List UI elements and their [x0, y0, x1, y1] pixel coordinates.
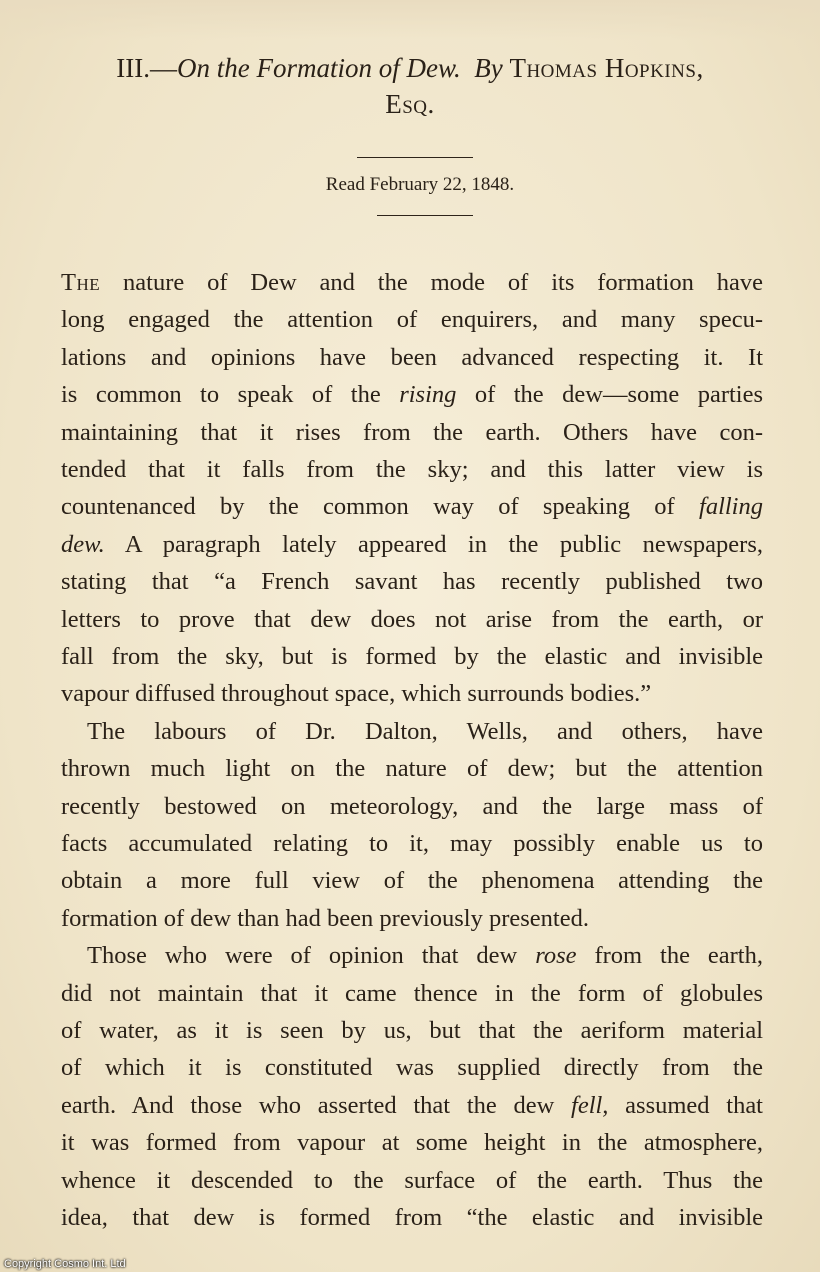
text-line [61, 679, 763, 709]
text-run: tended that it falls from the sky; and this latter view is [61, 456, 763, 483]
text-run: whence it descended to the surface of the earth. Thus the [61, 1166, 763, 1194]
text-run: formation of dew than had been previously presented. [61, 904, 589, 932]
text-line [61, 530, 763, 560]
text-run: stating that “a French savant has recently published two [61, 568, 763, 596]
text-run: letters to prove that dew does not arise from the earth, or [61, 605, 763, 633]
text-line [61, 866, 763, 896]
author-name: Thomas Hopkins, [509, 53, 704, 83]
text-run: fall from the sky, but is formed by the elastic and invisible [61, 643, 763, 670]
text-run: it was formed from vapour at some height in the atmosphere, [61, 1129, 763, 1157]
text-run: earth. And those who asserted that the dew [61, 1091, 572, 1119]
text-run: A paragraph lately appeared in the public newspapers, [104, 530, 763, 558]
text-run: is common to speak of the [61, 381, 400, 409]
text-line [61, 1016, 763, 1046]
text-line [61, 754, 763, 784]
text-run: lations and opinions have been advanced respecting it. It [61, 343, 763, 371]
italic-run: dew. [61, 530, 105, 558]
article-heading [40, 50, 780, 122]
italic-run: falling [699, 493, 763, 521]
text-line [61, 380, 763, 410]
text-line [61, 792, 763, 822]
text-line [61, 642, 763, 672]
copyright-watermark: Copyright Cosmo Int. Ltd [4, 1258, 126, 1270]
italic-run: rising [399, 381, 457, 409]
text-run: long engaged the attention of enquirers, and many specu- [61, 306, 763, 334]
text-line [61, 305, 763, 335]
text-run: maintaining that it rises from the earth. Others have con- [61, 418, 763, 446]
text-line [87, 941, 763, 971]
text-line [61, 904, 763, 934]
divider-bottom [377, 215, 473, 216]
text-run: vapour diffused throughout space, which surrounds bodies.” [61, 680, 652, 708]
divider-top [357, 157, 473, 158]
text-run: The [61, 269, 101, 296]
text-line [61, 343, 763, 373]
text-run: idea, that dew is formed from “the elastic and invisible [61, 1204, 763, 1231]
text-run: of the dew—some parties [456, 381, 763, 409]
text-line [61, 418, 763, 448]
text-line [61, 1091, 763, 1121]
text-run: countenanced by the common way of speaking of [61, 493, 700, 521]
text-line [61, 492, 763, 522]
text-run: did not maintain that it came thence in the form of globules [61, 979, 763, 1007]
text-line [61, 829, 763, 859]
text-line [61, 1166, 763, 1196]
author-suffix: Esq. [385, 89, 435, 119]
text-run: assumed that [608, 1091, 763, 1119]
text-line [61, 455, 763, 485]
text-line [61, 268, 763, 298]
by-word: By [474, 53, 503, 83]
text-line [61, 605, 763, 635]
text-run: recently bestowed on meteorology, and the large mass of [61, 792, 763, 820]
heading-line-2 [40, 86, 780, 122]
text-run: facts accumulated relating to it, may possibly enable us to [61, 830, 763, 857]
text-line [61, 1128, 763, 1158]
text-run: obtain a more full view of the phenomena attending the [61, 867, 763, 895]
read-date: Read February 22, 1848. [325, 174, 515, 195]
text-run: nature of Dew and the mode of its formation have [100, 269, 763, 296]
text-run: of which it is constituted was supplied directly from the [61, 1054, 763, 1082]
text-run: of water, as it is seen by us, but that the aeriform material [61, 1017, 763, 1044]
text-line [61, 1053, 763, 1083]
text-run: from the earth, [576, 942, 763, 970]
italic-run: fell, [571, 1091, 609, 1119]
heading-line-1 [40, 50, 780, 86]
text-line [61, 567, 763, 597]
article-title: On the Formation of Dew. [177, 53, 461, 83]
bleed-through-shadow [0, 0, 820, 40]
article-number: III.— [116, 53, 177, 83]
text-line [61, 979, 763, 1009]
italic-run: rose [535, 942, 577, 970]
text-line [61, 1203, 763, 1233]
text-run: The labours of Dr. Dalton, Wells, and others, have [87, 717, 763, 745]
text-run: thrown much light on the nature of dew; but the attention [61, 755, 763, 783]
text-run: Those who were of opinion that dew [87, 942, 536, 970]
text-line [87, 717, 763, 747]
